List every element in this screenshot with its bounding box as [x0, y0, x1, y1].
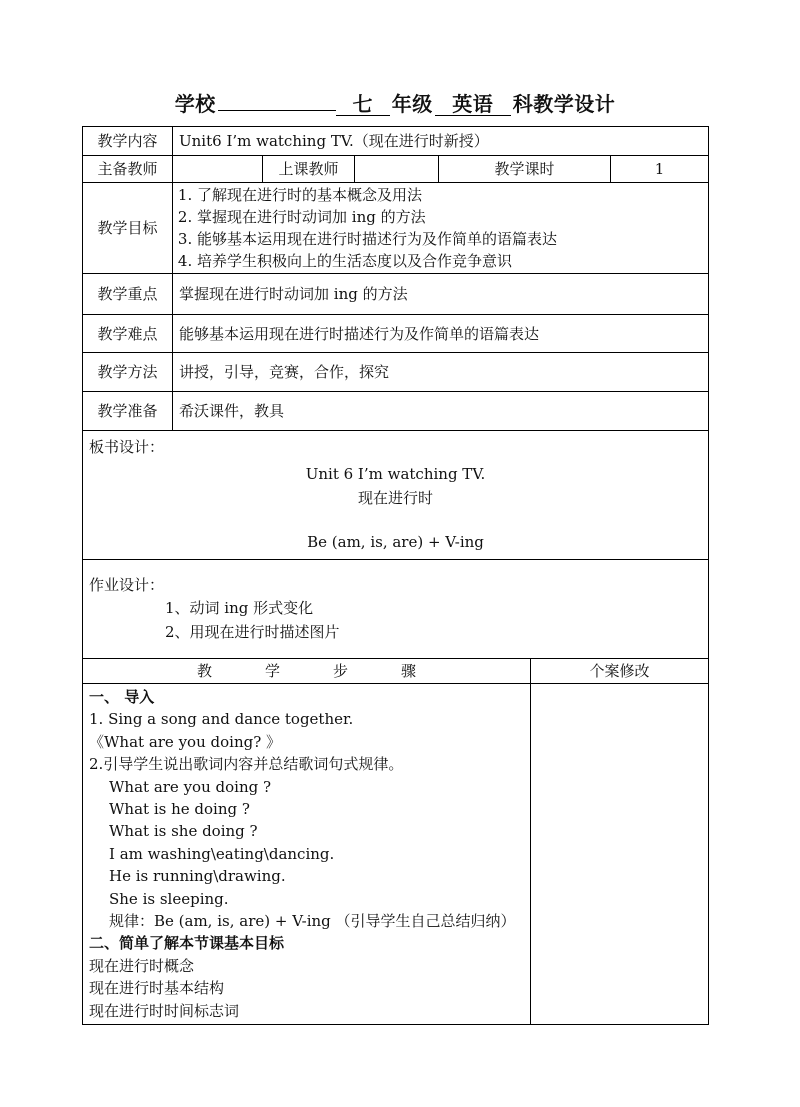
hours-label: 教学课时	[439, 156, 611, 183]
step-line: 现在进行时概念	[89, 956, 195, 975]
step-line: What is she doing ?	[109, 822, 258, 841]
step-line: I am washing\eating\dancing.	[109, 844, 335, 863]
board-design-cell	[83, 431, 709, 560]
goals-label: 教学目标	[83, 183, 173, 274]
homework-cell	[83, 560, 709, 659]
step-section-title: 二、简单了解本节课基本目标	[89, 934, 285, 953]
method-value: 讲授，引导，竞赛，合作，探究	[173, 353, 709, 392]
grade-label: 年级	[391, 92, 433, 116]
board-gap	[89, 510, 702, 530]
goal-item: 4. 培养学生积极向上的生活态度以及合作竞争意识	[197, 250, 702, 272]
prep-value: 希沃课件，教具	[173, 392, 709, 431]
class-teacher-label: 上课教师	[263, 156, 355, 183]
homework-item: 2、用现在进行时描述图片	[165, 623, 340, 641]
row-board-design	[83, 431, 709, 560]
content-label: 教学内容	[83, 127, 173, 156]
steps-header-char: 骤	[400, 662, 416, 680]
class-teacher-value	[355, 156, 439, 183]
difficulty-label: 教学难点	[83, 315, 173, 353]
step-line: 《What are you doing? 》	[89, 732, 282, 751]
row-preparation	[83, 392, 709, 431]
subject-value: 英语	[435, 93, 511, 116]
content-value: Unit6 I’m watching TV.（现在进行时新授）	[173, 127, 709, 156]
method-label: 教学方法	[83, 353, 173, 392]
school-label: 学校	[174, 92, 216, 116]
row-difficulty	[83, 315, 709, 353]
step-line: He is running\drawing.	[109, 867, 286, 886]
school-blank	[218, 110, 336, 111]
hours-value: 1	[611, 156, 709, 183]
row-homework	[83, 560, 709, 659]
goal-item: 1. 了解现在进行时的基本概念及用法	[197, 184, 702, 206]
row-key-points	[83, 274, 709, 315]
step-line: She is sleeping.	[109, 889, 229, 908]
difficulty-value: 能够基本运用现在进行时描述行为及作简单的语篇表达	[173, 315, 709, 353]
step-line: What is he doing ?	[109, 799, 250, 818]
goals-list	[179, 184, 702, 272]
page-title	[82, 88, 708, 117]
homework-item: 1、动词 ing 形式变化	[165, 599, 314, 617]
step-line: 2.引导学生说出歌词内容并总结歌词句式规律。	[89, 755, 404, 774]
steps-header-char: 步	[332, 662, 348, 680]
grade-value: 七	[336, 93, 390, 116]
steps-header	[83, 659, 531, 684]
row-teachers	[83, 156, 709, 183]
step-line: 现在进行时时间标志词	[89, 1001, 240, 1020]
board-line: 现在进行时	[358, 489, 434, 507]
goal-item: 2. 掌握现在进行时动词加 ing 的方法	[197, 206, 702, 228]
board-line: Unit 6 I’m watching TV.	[305, 465, 486, 483]
key-label: 教学重点	[83, 274, 173, 315]
steps-header-char: 教	[196, 662, 212, 680]
row-method	[83, 353, 709, 392]
step-line: 1. Sing a song and dance together.	[89, 710, 354, 729]
homework-label: 作业设计：	[89, 576, 165, 594]
steps-cell	[83, 684, 531, 1025]
step-line: 现在进行时基本结构	[89, 979, 225, 998]
row-content	[83, 127, 709, 156]
row-goals	[83, 183, 709, 274]
revision-header: 个案修改	[531, 659, 709, 684]
board-line: Be (am, is, are) + V-ing	[307, 533, 484, 551]
prep-label: 教学准备	[83, 392, 173, 431]
board-content	[89, 462, 702, 554]
row-steps-header	[83, 659, 709, 684]
row-steps	[83, 684, 709, 1025]
revision-cell	[531, 684, 709, 1025]
main-teacher-value	[173, 156, 263, 183]
step-section-title: 一、 导入	[89, 687, 155, 706]
lesson-plan-table	[82, 126, 709, 1025]
step-line: 规律：Be (am, is, are) + V-ing （引导学生自己总结归纳）	[109, 912, 516, 931]
title-suffix: 科教学设计	[512, 92, 616, 116]
goal-item: 3. 能够基本运用现在进行时描述行为及作简单的语篇表达	[197, 228, 702, 250]
steps-header-char: 学	[264, 662, 280, 680]
main-teacher-label: 主备教师	[83, 156, 173, 183]
step-line: What are you doing ?	[109, 777, 272, 796]
goals-list-cell	[173, 183, 709, 274]
board-label: 板书设计：	[89, 438, 165, 456]
key-value: 掌握现在进行时动词加 ing 的方法	[173, 274, 709, 315]
